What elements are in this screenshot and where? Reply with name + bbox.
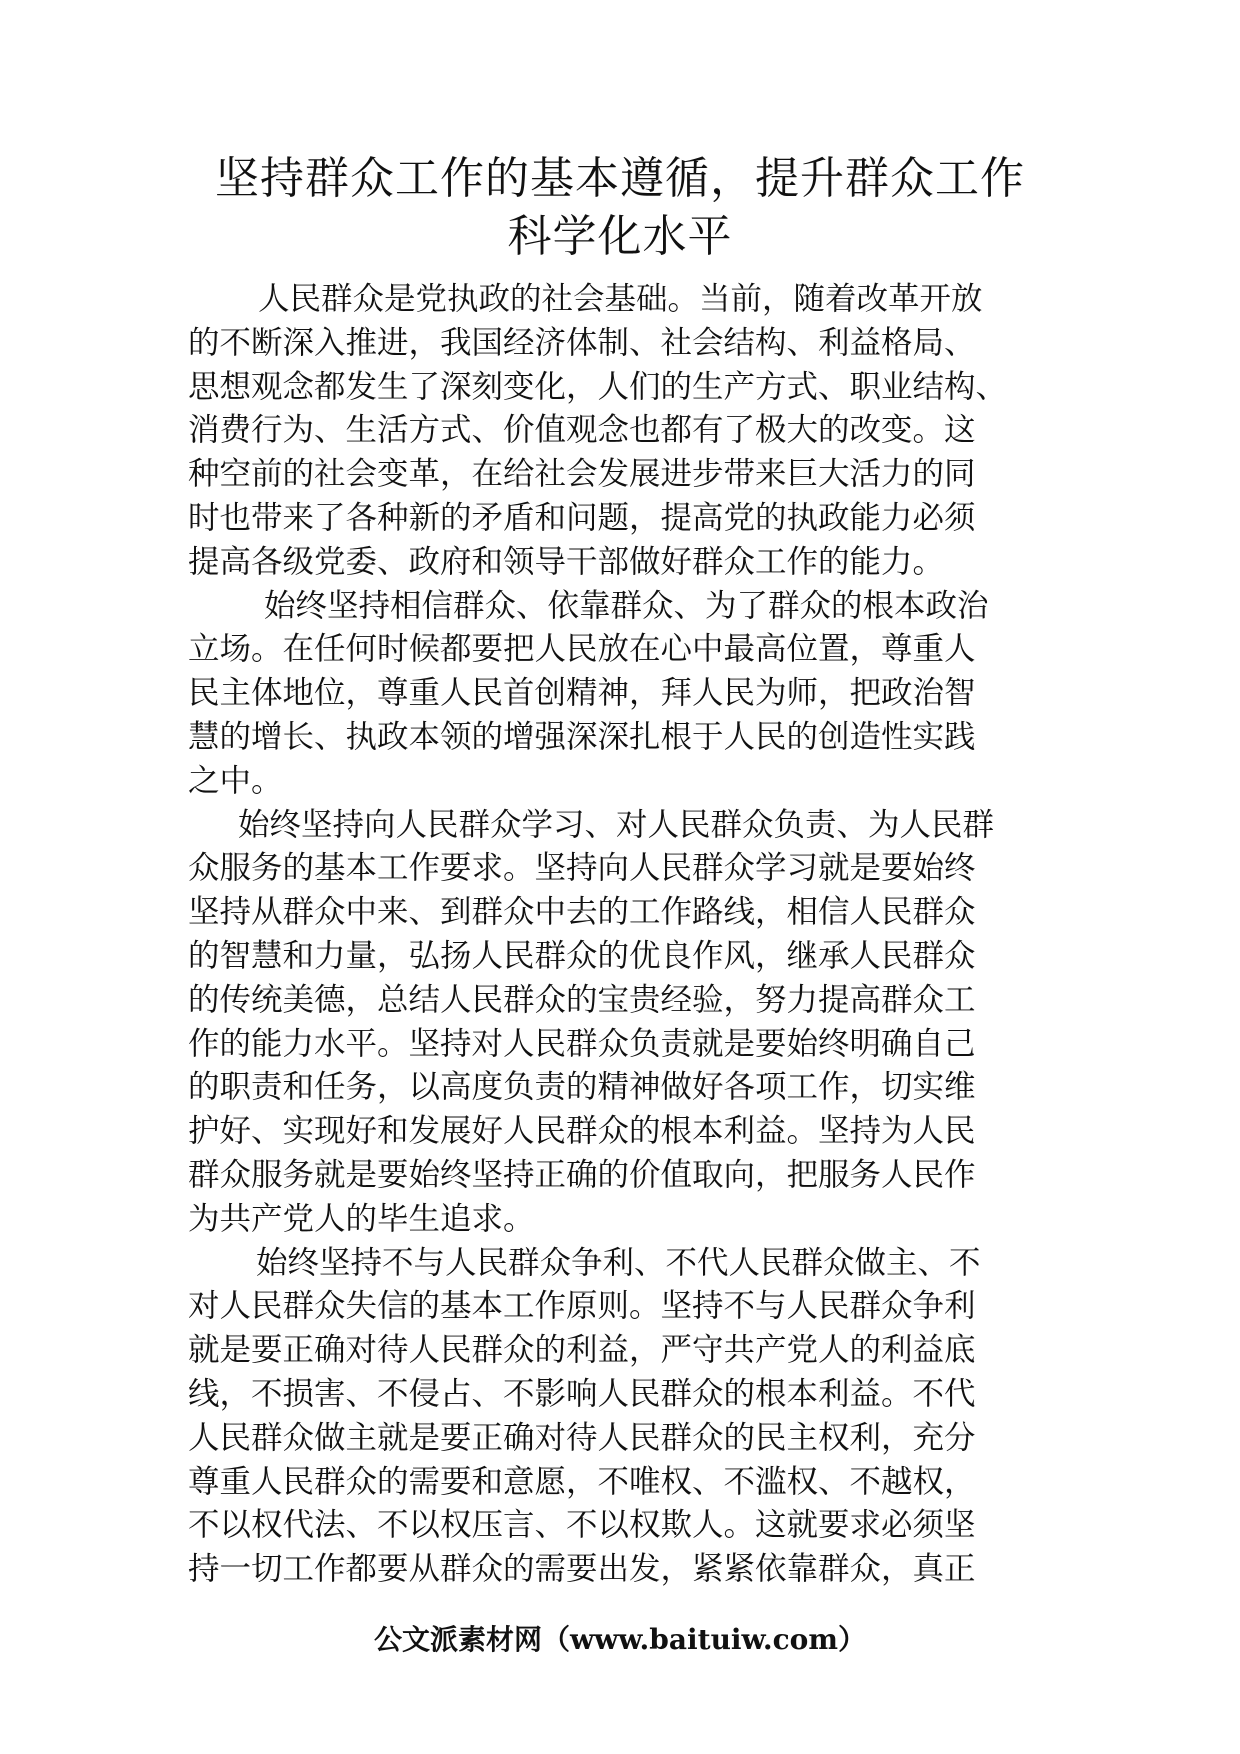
text-line: 思想观念都发生了深刻变化，人们的生产方式、职业结构、 — [188, 368, 1008, 405]
text-line: 线，不损害、不侵占、不影响人民群众的根本利益。不代 — [188, 1375, 976, 1412]
paragraph-4 — [188, 1242, 1052, 1592]
text-line: 坚持从群众中来、到群众中去的工作路线，相信人民群众 — [188, 894, 976, 931]
text-line: 始终坚持向人民群众学习、对人民群众负责、为人民群 — [238, 806, 995, 843]
text-line: 始终坚持不与人民群众争利、不代人民群众做主、不 — [256, 1244, 981, 1281]
text-line: 的职责和任务，以高度负责的精神做好各项工作，切实维 — [188, 1069, 976, 1106]
text-line: 的不断深入推进，我国经济体制、社会结构、利益格局、 — [188, 324, 976, 361]
text-line: 为共产党人的毕生追求。 — [188, 1200, 535, 1237]
text-line: 尊重人民群众的需要和意愿，不唯权、不滥权、不越权， — [188, 1463, 976, 1500]
document-title — [150, 150, 1090, 266]
text-line: 的智慧和力量，弘扬人民群众的优良作风，继承人民群众 — [188, 937, 976, 974]
text-line: 群众服务就是要始终坚持正确的价值取向，把服务人民作 — [188, 1156, 976, 1193]
text-line: 种空前的社会变革，在给社会发展进步带来巨大活力的同 — [188, 456, 976, 493]
text-line: 之中。 — [188, 762, 283, 799]
text-line: 慧的增长、执政本领的增强深深扎根于人民的创造性实践 — [188, 718, 976, 755]
text-line: 时也带来了各种新的矛盾和问题，提高党的执政能力必须 — [188, 499, 976, 536]
text-line: 就是要正确对待人民群众的利益，严守共产党人的利益底 — [188, 1332, 976, 1369]
text-line: 作的能力水平。坚持对人民群众负责就是要始终明确自己 — [188, 1025, 976, 1062]
paragraph-3 — [188, 804, 1052, 1242]
text-line: 的传统美德，总结人民群众的宝贵经验，努力提高群众工 — [188, 981, 976, 1018]
text-line: 立场。在任何时候都要把人民放在心中最高位置，尊重人 — [188, 631, 976, 668]
paragraph-2 — [188, 585, 1052, 804]
text-line: 人民群众做主就是要正确对待人民群众的民主权利，充分 — [188, 1419, 976, 1456]
footer-watermark: 公文派素材网（www.baituiw.com） — [374, 1623, 866, 1656]
text-line: 不以权代法、不以权压言、不以权欺人。这就要求必须坚 — [188, 1507, 976, 1544]
title-line: 科学化水平 — [507, 211, 733, 262]
text-line: 众服务的基本工作要求。坚持向人民群众学习就是要始终 — [188, 850, 976, 887]
text-line: 消费行为、生活方式、价值观念也都有了极大的改变。这 — [188, 412, 976, 449]
text-line: 持一切工作都要从群众的需要出发，紧紧依靠群众，真正 — [188, 1551, 976, 1588]
text-line: 对人民群众失信的基本工作原则。坚持不与人民群众争利 — [188, 1288, 976, 1325]
text-line: 提高各级党委、政府和领导干部做好群众工作的能力。 — [188, 543, 945, 580]
text-line: 始终坚持相信群众、依靠群众、为了群众的根本政治 — [264, 587, 989, 624]
text-line: 人民群众是党执政的社会基础。当前，随着改革开放 — [258, 281, 983, 317]
title-line: 坚持群众工作的基本遵循，提升群众工作 — [215, 153, 1025, 204]
paragraph-1 — [188, 278, 1052, 585]
text-line: 护好、实现好和发展好人民群众的根本利益。坚持为人民 — [188, 1113, 976, 1150]
document-body — [188, 278, 1052, 1592]
text-line: 民主体地位，尊重人民首创精神，拜人民为师，把政治智 — [188, 675, 976, 712]
